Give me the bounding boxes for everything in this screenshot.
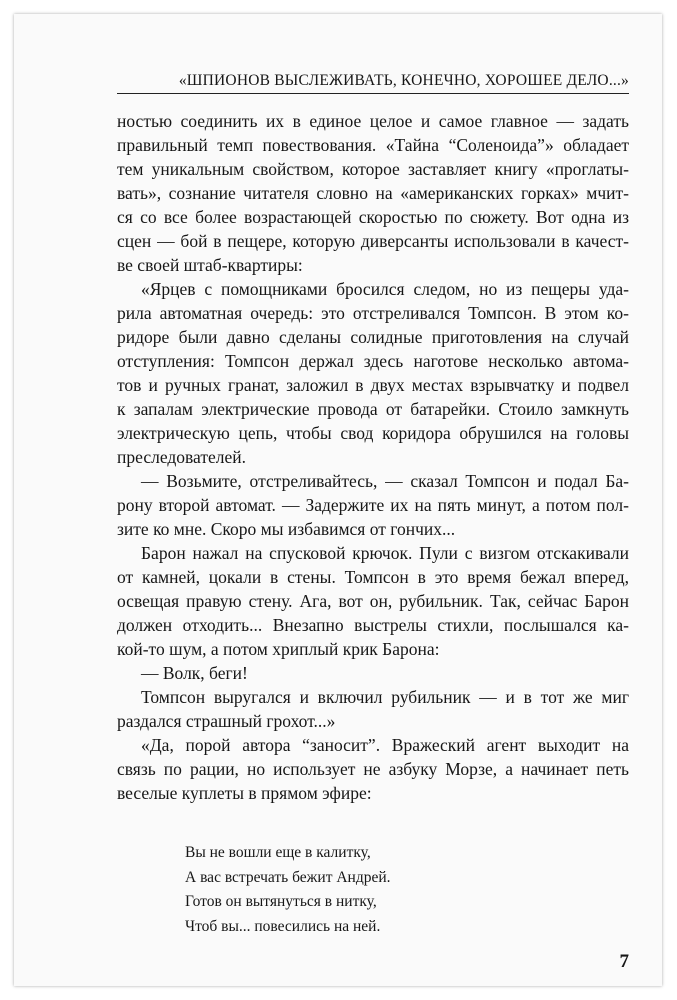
text-line: от камней, цокали в стены. Томпсон в это время бежал вперед,	[117, 567, 629, 587]
text-line: «Да, порой автора “заносит”. Вражеский агент выходит на	[141, 735, 629, 755]
text-line: рону второй автомат. — Задержите их на пять минут, а потом пол-	[117, 495, 629, 515]
text-line: отступления: Томпсон держал здесь наготове несколько автома-	[117, 351, 629, 371]
text-line: преследователей.	[117, 447, 247, 467]
text-line: электрическую цепь, чтобы свод коридора обрушился на головы	[117, 423, 629, 443]
text-line: ве своей штаб-квартиры:	[117, 255, 303, 275]
running-head: «ШПИОНОВ ВЫСЛЕЖИВАТЬ, КОНЕЧНО, ХОРОШЕЕ ДЕЛО...»	[178, 72, 629, 89]
text-line: освещая правую стену. Ага, вот он, рубильник. Так, сейчас Барон	[117, 591, 629, 611]
verse-quote	[185, 841, 391, 939]
text-line: Барон нажал на спусковой крючок. Пули с визгом отскакивали	[141, 543, 629, 563]
verse-line: А вас встречать бежит Андрей.	[185, 868, 391, 886]
text-line: вать», сознание читателя словно на «американских горках» мчит-	[117, 183, 629, 203]
text-line: «Ярцев с помощниками бросился следом, но из пещеры уда-	[141, 279, 629, 299]
text-line: тов и ручных гранат, заложил в двух местах взрывчатку и подвел	[117, 375, 629, 395]
text-line: — Возьмите, отстреливайтесь, — сказал Томпсон и подал Ба-	[141, 471, 629, 491]
text-line: должен отходить... Внезапно выстрелы стихли, послышался ка-	[117, 615, 629, 635]
text-line: ся со все более возрастающей скоростью по сюжету. Вот одна из	[117, 207, 629, 227]
text-line: — Волк, беги!	[141, 663, 248, 683]
text-line: к запалам электрические провода от батарейки. Стоило замкнуть	[117, 399, 629, 419]
text-line: зите ко мне. Скоро мы избавимся от гончих...	[117, 519, 456, 539]
text-line: рила автоматная очередь: это отстреливался Томпсон. В этом ко-	[117, 303, 629, 323]
text-line: ностью соединить их в единое целое и самое главное — задать	[117, 111, 629, 131]
text-line: Томпсон выругался и включил рубильник — и в тот же миг	[141, 687, 629, 707]
book-page	[14, 14, 662, 986]
text-line: правильный темп повествования. «Тайна “Соленоида”» обладает	[117, 135, 629, 155]
text-line: кой-то шум, а потом хриплый крик Барона:	[117, 639, 440, 659]
text-line: веселые куплеты в прямом эфире:	[117, 783, 372, 803]
page-number: 7	[619, 951, 629, 972]
text-line: сцен — бой в пещере, которую диверсанты использовали в качест-	[117, 231, 629, 251]
text-line: раздался страшный грохот...»	[117, 711, 336, 731]
verse-line: Чтоб вы... повесились на ней.	[185, 917, 381, 935]
text-line: связь по рации, но использует не азбуку Морзе, а начинает петь	[117, 759, 629, 779]
verse-line: Вы не вошли еще в калитку,	[185, 844, 371, 861]
verse-line: Готов он вытянуться в нитку,	[185, 893, 377, 910]
text-line: тем уникальным свойством, которое заставляет книгу «проглаты-	[117, 159, 629, 179]
text-line: ридоре были давно сделаны солидные приготовления на случай	[117, 327, 629, 347]
header-rule	[117, 93, 629, 94]
body-text	[117, 109, 629, 805]
